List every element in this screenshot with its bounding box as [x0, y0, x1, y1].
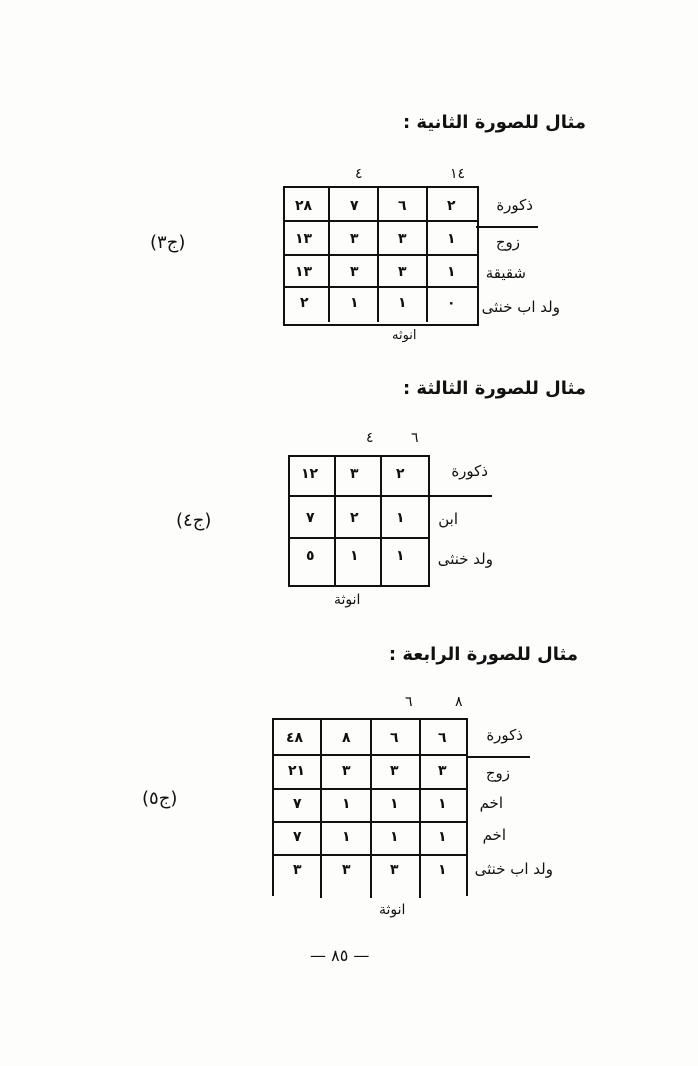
section-title: مثال للصورة الثانية : [402, 112, 586, 133]
top-number: ٨ [455, 694, 463, 710]
top-number: ٤ [355, 166, 363, 182]
row-label: ولد اب خنثى [481, 298, 560, 316]
row-label: اخم [479, 794, 503, 812]
table-cell: ٣ [390, 763, 399, 779]
page-number: — ٨٥ — [310, 946, 370, 965]
table-cell: ٢ [447, 198, 456, 214]
row-label: ابن [438, 510, 458, 528]
table-cell: ١ [398, 295, 407, 311]
table-cell: ٣ [398, 231, 407, 247]
table-cell: ٦ [438, 730, 447, 746]
section-title: مثال للصورة الثالثة : [402, 378, 586, 399]
table-footer: انوثة [334, 592, 361, 608]
row-label: ذكورة [496, 196, 533, 214]
table-cell: ٣ [350, 231, 359, 247]
table-cell: ٢ [350, 510, 359, 526]
top-number: ٦ [405, 694, 413, 710]
top-number: ١٤ [450, 166, 466, 182]
table-cell: ٣ [350, 264, 359, 280]
table-cell: ١٣ [295, 264, 313, 280]
table-cell: ٠ [447, 295, 456, 311]
section-title: مثال للصورة الرابعة : [388, 644, 578, 665]
label-underline [466, 756, 530, 758]
table-cell: ٢١ [288, 763, 306, 779]
reference-label: (ج٥) [142, 788, 178, 809]
table-cell: ٥ [306, 548, 315, 564]
table-cell: ١ [447, 231, 456, 247]
table-cell: ٧ [350, 198, 359, 214]
row-label: ولد خنثى [437, 550, 493, 568]
table-cell: ١ [342, 829, 351, 845]
table-cell: ١ [438, 829, 447, 845]
table-footer: انوثة [379, 902, 406, 918]
table-cell: ٦ [390, 730, 399, 746]
row-label: شقيقة [485, 264, 526, 282]
table-cell: ٣ [390, 862, 399, 878]
table-cell: ١٣ [295, 231, 313, 247]
label-underline [476, 226, 538, 228]
table-cell: ٣ [342, 862, 351, 878]
table-cell: ١ [396, 548, 405, 564]
table-cell: ٧ [306, 510, 315, 526]
table-cell: ٧ [293, 796, 302, 812]
top-number: ٦ [411, 430, 419, 446]
table-cell: ٦ [398, 198, 407, 214]
row-label: ذكورة [451, 462, 488, 480]
table-cell: ١ [342, 796, 351, 812]
row-label: زوج [495, 233, 520, 251]
table-cell: ٢ [300, 295, 309, 311]
table-cell: ١ [390, 829, 399, 845]
table-cell: ١ [438, 796, 447, 812]
row-label: ذكورة [486, 726, 523, 744]
reference-label: (ج٣) [150, 232, 186, 253]
table-cell: ٨ [342, 730, 351, 746]
table-footer: انوثه [392, 328, 417, 343]
top-number: ٤ [366, 430, 374, 446]
table-cell: ١ [350, 548, 359, 564]
table-cell: ١ [438, 862, 447, 878]
table-cell: ٢٨ [295, 198, 313, 214]
table-cell: ٣ [438, 763, 447, 779]
table-cell: ٣ [342, 763, 351, 779]
table-cell: ٣ [293, 862, 302, 878]
table-cell: ٣ [398, 264, 407, 280]
table-cell: ١٢ [301, 466, 319, 482]
table-cell: ١ [390, 796, 399, 812]
table-cell: ٤٨ [286, 730, 304, 746]
row-label: زوج [485, 764, 510, 782]
table-cell: ٧ [293, 829, 302, 845]
table-cell: ٢ [396, 466, 405, 482]
reference-label: (ج٤) [176, 510, 212, 531]
table-cell: ١ [447, 264, 456, 280]
row-label: اخم [482, 826, 506, 844]
table-cell: ٣ [350, 466, 359, 482]
table-cell: ١ [350, 295, 359, 311]
row-label: ولد اب خنثى [474, 860, 553, 878]
table-cell: ١ [396, 510, 405, 526]
label-underline [428, 495, 492, 497]
